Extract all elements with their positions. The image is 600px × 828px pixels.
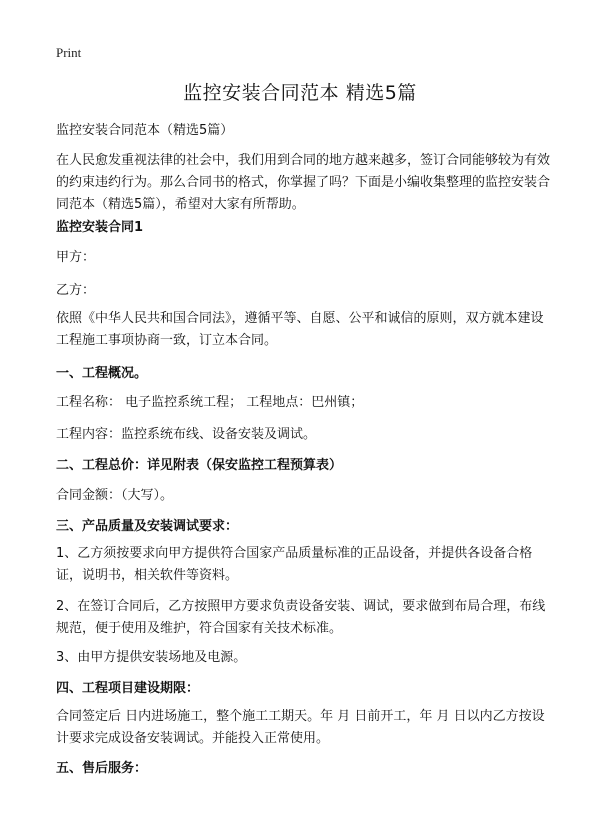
project-name-line: 工程名称： 电子监控系统工程； 工程地点：巴州镇； [56,395,364,410]
section-3-heading: 三、产品质量及安装调试要求： [56,519,239,534]
party-a-field: 甲方： [56,250,96,265]
document-title: 监控安装合同范本 精选5篇 [183,82,417,104]
section-3-item-3: 3、由甲方提供安装场地及电源。 [56,650,247,665]
section-3-item-1: 1、乙方须按要求向甲方提供符合国家产品质量标准的正品设备，并提供各设备合格证，说明书，相关软件等资料。 [56,546,533,583]
contract-heading: 监控安装合同1 [56,220,144,235]
section-4-heading: 四、工程项目建设期限： [56,681,200,696]
section-3-item-2: 2、在签订合同后，乙方按照甲方要求负责设备安装、调试，要求做到布局合理，布线规范，便于使用及维护，符合国家有关技术标准。 [56,599,546,636]
section-4-paragraph: 合同签定后 日内进场施工，整个施工工期天。年 月 日前开工，年 月 日以内乙方按设计要求完成设备安装调试。并能投入正常使用。 [56,709,545,746]
contract-amount-line: 合同金额：（大写）。 [56,488,174,503]
document-subtitle: 监控安装合同范本（精选5篇） [56,123,234,138]
project-content-line: 工程内容：监控系统布线、设备安装及调试。 [56,427,317,442]
print-label[interactable]: Print [56,45,82,60]
intro-paragraph: 在人民愈发重视法律的社会中，我们用到合同的地方越来越多，签订合同能够较为有效的约束违约行为。那么合同书的格式，你掌握了吗？下面是小编收集整理的监控安装合同范本（精选5篇），希望对大家有所帮助。 [56,153,551,212]
section-1-heading: 一、工程概况。 [56,366,148,381]
basis-paragraph: 依照《中华人民共和国合同法》，遵循平等、自愿、公平和诚信的原则，双方就本建设工程施工事项协商一致，订立本合同。 [56,311,544,348]
section-5-heading: 五、售后服务： [56,761,148,776]
party-b-field: 乙方： [56,283,96,298]
section-2-heading: 二、工程总价：详见附表（保安监控工程预算表） [56,458,343,473]
